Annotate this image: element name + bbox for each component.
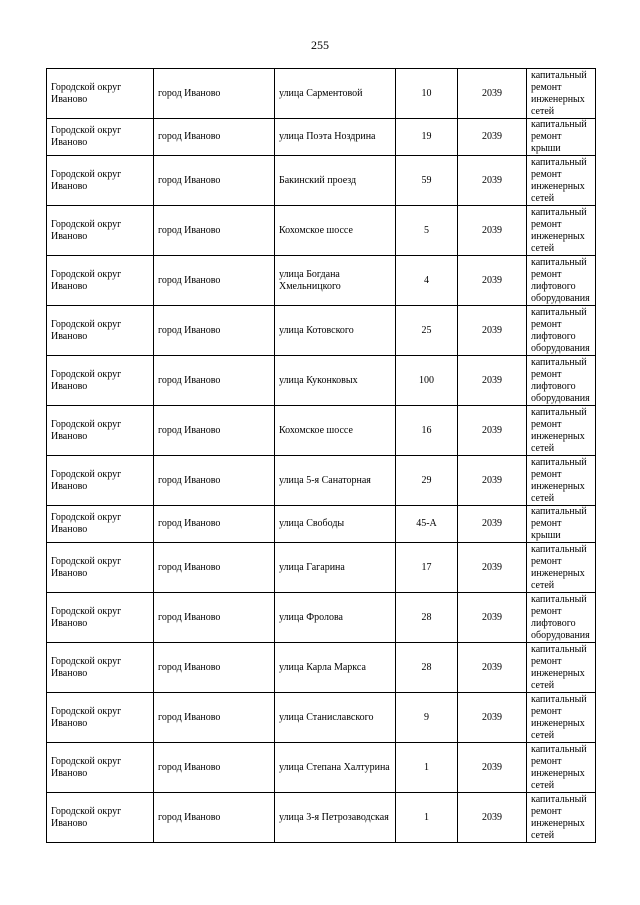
table-row: [47, 306, 596, 356]
district-text: Городской округ Иваново: [51, 468, 122, 492]
table-row: [47, 69, 596, 119]
year-text: 2039: [482, 474, 502, 486]
city-text: город Иваново: [158, 424, 221, 436]
district-text: Городской округ Иваново: [51, 218, 122, 242]
district-cell: [47, 543, 154, 593]
street-text: улица Станиславского: [279, 711, 374, 723]
city-cell: [154, 506, 275, 543]
work-text: капитальный ремонт инженерных сетей: [531, 643, 587, 691]
city-cell: [154, 256, 275, 306]
city-text: город Иваново: [158, 561, 221, 573]
house-cell: [396, 643, 458, 693]
page-number: 255: [311, 38, 329, 52]
work-cell: [527, 793, 596, 843]
street-text: улица Карла Маркса: [279, 661, 366, 673]
city-text: город Иваново: [158, 474, 221, 486]
street-cell: [275, 456, 396, 506]
year-cell: [458, 356, 527, 406]
street-text: улица Степана Халтурина: [279, 761, 390, 773]
house-cell: [396, 793, 458, 843]
district-text: Городской округ Иваново: [51, 318, 122, 342]
year-cell: [458, 406, 527, 456]
district-text: Городской округ Иваново: [51, 605, 122, 629]
district-text: Городской округ Иваново: [51, 705, 122, 729]
year-text: 2039: [482, 174, 502, 186]
house-text: 28: [421, 611, 432, 623]
work-cell: [527, 693, 596, 743]
district-cell: [47, 119, 154, 156]
house-cell: [396, 69, 458, 119]
work-text: капитальный ремонт крыши: [531, 506, 587, 541]
district-text: Городской округ Иваново: [51, 125, 122, 148]
city-text: город Иваново: [158, 811, 221, 823]
district-text: Городской округ Иваново: [51, 268, 122, 292]
city-cell: [154, 643, 275, 693]
work-text: капитальный ремонт лифтового оборудования: [531, 306, 590, 354]
street-cell: [275, 643, 396, 693]
house-text: 1: [424, 811, 429, 823]
district-cell: [47, 593, 154, 643]
work-text: капитальный ремонт инженерных сетей: [531, 456, 587, 504]
street-text: улица Фролова: [279, 611, 343, 623]
street-cell: [275, 743, 396, 793]
year-text: 2039: [482, 324, 502, 336]
year-cell: [458, 593, 527, 643]
district-cell: [47, 406, 154, 456]
house-cell: [396, 506, 458, 543]
year-text: 2039: [482, 761, 502, 773]
district-cell: [47, 356, 154, 406]
district-text: Городской округ Иваново: [51, 805, 122, 829]
district-cell: [47, 793, 154, 843]
street-cell: [275, 306, 396, 356]
district-cell: [47, 256, 154, 306]
street-cell: [275, 119, 396, 156]
street-text: улица Богдана Хмельницкого: [279, 268, 341, 292]
house-text: 10: [421, 87, 432, 99]
city-text: город Иваново: [158, 87, 221, 99]
district-text: Городской округ Иваново: [51, 555, 122, 579]
year-cell: [458, 456, 527, 506]
table-row: [47, 643, 596, 693]
house-cell: [396, 543, 458, 593]
city-text: город Иваново: [158, 174, 221, 186]
street-cell: [275, 69, 396, 119]
city-text: город Иваново: [158, 518, 221, 529]
work-text: капитальный ремонт инженерных сетей: [531, 743, 587, 791]
house-text: 5: [424, 224, 429, 236]
city-cell: [154, 543, 275, 593]
city-cell: [154, 306, 275, 356]
district-text: Городской округ Иваново: [51, 755, 122, 779]
year-text: 2039: [482, 611, 502, 623]
city-text: город Иваново: [158, 611, 221, 623]
year-text: 2039: [482, 661, 502, 673]
street-cell: [275, 693, 396, 743]
house-text: 17: [421, 561, 432, 573]
city-cell: [154, 743, 275, 793]
city-text: город Иваново: [158, 324, 221, 336]
city-text: город Иваново: [158, 274, 221, 286]
street-text: улица Куконковых: [279, 374, 358, 386]
street-cell: [275, 506, 396, 543]
year-text: 2039: [482, 811, 502, 823]
year-text: 2039: [482, 561, 502, 573]
work-text: капитальный ремонт инженерных сетей: [531, 543, 587, 591]
table-body: [47, 69, 596, 843]
city-text: город Иваново: [158, 711, 221, 723]
district-cell: [47, 643, 154, 693]
table-row: [47, 506, 596, 543]
district-text: Городской округ Иваново: [51, 168, 122, 192]
work-text: капитальный ремонт инженерных сетей: [531, 793, 587, 841]
work-text: капитальный ремонт инженерных сетей: [531, 69, 587, 117]
street-text: улица Сарментовой: [279, 87, 363, 99]
house-cell: [396, 456, 458, 506]
year-cell: [458, 543, 527, 593]
street-text: Кохомское шоссе: [279, 224, 353, 236]
house-text: 19: [421, 131, 432, 142]
work-cell: [527, 406, 596, 456]
year-cell: [458, 506, 527, 543]
house-text: 100: [419, 374, 434, 386]
work-text: капитальный ремонт лифтового оборудования: [531, 593, 590, 641]
street-cell: [275, 793, 396, 843]
year-cell: [458, 119, 527, 156]
house-text: 59: [421, 174, 432, 186]
work-text: капитальный ремонт инженерных сетей: [531, 693, 587, 741]
district-cell: [47, 693, 154, 743]
city-cell: [154, 206, 275, 256]
district-cell: [47, 743, 154, 793]
table-row: [47, 406, 596, 456]
street-text: улица Свободы: [279, 518, 345, 529]
work-cell: [527, 593, 596, 643]
city-text: город Иваново: [158, 224, 221, 236]
table-row: [47, 156, 596, 206]
work-cell: [527, 506, 596, 543]
work-text: капитальный ремонт лифтового оборудования: [531, 256, 590, 304]
street-cell: [275, 156, 396, 206]
work-cell: [527, 306, 596, 356]
district-text: Городской округ Иваново: [51, 418, 122, 442]
house-text: 25: [421, 324, 432, 336]
house-text: 16: [421, 424, 432, 436]
city-cell: [154, 793, 275, 843]
district-text: Городской округ Иваново: [51, 655, 122, 679]
housing-repair-table: [46, 68, 596, 843]
table-row: [47, 456, 596, 506]
city-cell: [154, 156, 275, 206]
year-cell: [458, 693, 527, 743]
house-cell: [396, 119, 458, 156]
work-cell: [527, 256, 596, 306]
city-text: город Иваново: [158, 131, 221, 142]
year-cell: [458, 156, 527, 206]
work-text: капитальный ремонт крыши: [531, 119, 587, 154]
work-text: капитальный ремонт инженерных сетей: [531, 206, 587, 254]
district-text: Городской округ Иваново: [51, 81, 122, 105]
work-cell: [527, 643, 596, 693]
street-text: улица 5-я Санаторная: [279, 474, 371, 486]
work-cell: [527, 119, 596, 156]
house-cell: [396, 306, 458, 356]
year-text: 2039: [482, 224, 502, 236]
street-text: Бакинский проезд: [279, 174, 357, 186]
year-cell: [458, 743, 527, 793]
city-cell: [154, 406, 275, 456]
street-text: улица Поэта Ноздрина: [279, 131, 376, 142]
district-cell: [47, 506, 154, 543]
house-text: 29: [421, 474, 432, 486]
house-cell: [396, 156, 458, 206]
work-text: капитальный ремонт инженерных сетей: [531, 156, 587, 204]
year-text: 2039: [482, 87, 502, 99]
year-text: 2039: [482, 711, 502, 723]
table-row: [47, 256, 596, 306]
work-cell: [527, 743, 596, 793]
house-text: 1: [424, 761, 429, 773]
city-cell: [154, 356, 275, 406]
district-cell: [47, 69, 154, 119]
table-row: [47, 593, 596, 643]
year-cell: [458, 206, 527, 256]
year-text: 2039: [482, 374, 502, 386]
city-text: город Иваново: [158, 374, 221, 386]
year-cell: [458, 69, 527, 119]
street-cell: [275, 206, 396, 256]
city-cell: [154, 69, 275, 119]
table-row: [47, 543, 596, 593]
street-text: улица Гагарина: [279, 561, 345, 573]
city-cell: [154, 693, 275, 743]
table-row: [47, 693, 596, 743]
house-cell: [396, 256, 458, 306]
work-text: капитальный ремонт инженерных сетей: [531, 406, 587, 454]
work-cell: [527, 206, 596, 256]
work-text: капитальный ремонт лифтового оборудования: [531, 356, 590, 404]
house-text: 28: [421, 661, 432, 673]
house-text: 4: [424, 274, 429, 286]
year-cell: [458, 306, 527, 356]
district-text: Городской округ Иваново: [51, 368, 122, 392]
house-text: 45-А: [416, 518, 437, 529]
city-text: город Иваново: [158, 661, 221, 673]
street-cell: [275, 593, 396, 643]
street-cell: [275, 356, 396, 406]
house-cell: [396, 743, 458, 793]
street-cell: [275, 406, 396, 456]
city-cell: [154, 456, 275, 506]
house-cell: [396, 693, 458, 743]
year-cell: [458, 793, 527, 843]
house-cell: [396, 593, 458, 643]
house-cell: [396, 356, 458, 406]
year-text: 2039: [482, 131, 502, 142]
district-cell: [47, 156, 154, 206]
street-text: Кохомское шоссе: [279, 424, 353, 436]
year-text: 2039: [482, 424, 502, 436]
city-cell: [154, 119, 275, 156]
city-text: город Иваново: [158, 761, 221, 773]
work-cell: [527, 456, 596, 506]
table-row: [47, 793, 596, 843]
street-cell: [275, 543, 396, 593]
table-row: [47, 206, 596, 256]
work-cell: [527, 356, 596, 406]
year-text: 2039: [482, 518, 502, 529]
table-row: [47, 743, 596, 793]
street-cell: [275, 256, 396, 306]
work-cell: [527, 69, 596, 119]
table-row: [47, 356, 596, 406]
table-row: [47, 119, 596, 156]
district-cell: [47, 206, 154, 256]
street-text: улица 3-я Петрозаводская: [279, 811, 389, 823]
district-cell: [47, 306, 154, 356]
year-cell: [458, 256, 527, 306]
city-cell: [154, 593, 275, 643]
street-text: улица Котовского: [279, 324, 354, 336]
year-text: 2039: [482, 274, 502, 286]
district-text: Городской округ Иваново: [51, 512, 122, 535]
work-cell: [527, 156, 596, 206]
work-cell: [527, 543, 596, 593]
house-text: 9: [424, 711, 429, 723]
year-cell: [458, 643, 527, 693]
district-cell: [47, 456, 154, 506]
house-cell: [396, 406, 458, 456]
house-cell: [396, 206, 458, 256]
